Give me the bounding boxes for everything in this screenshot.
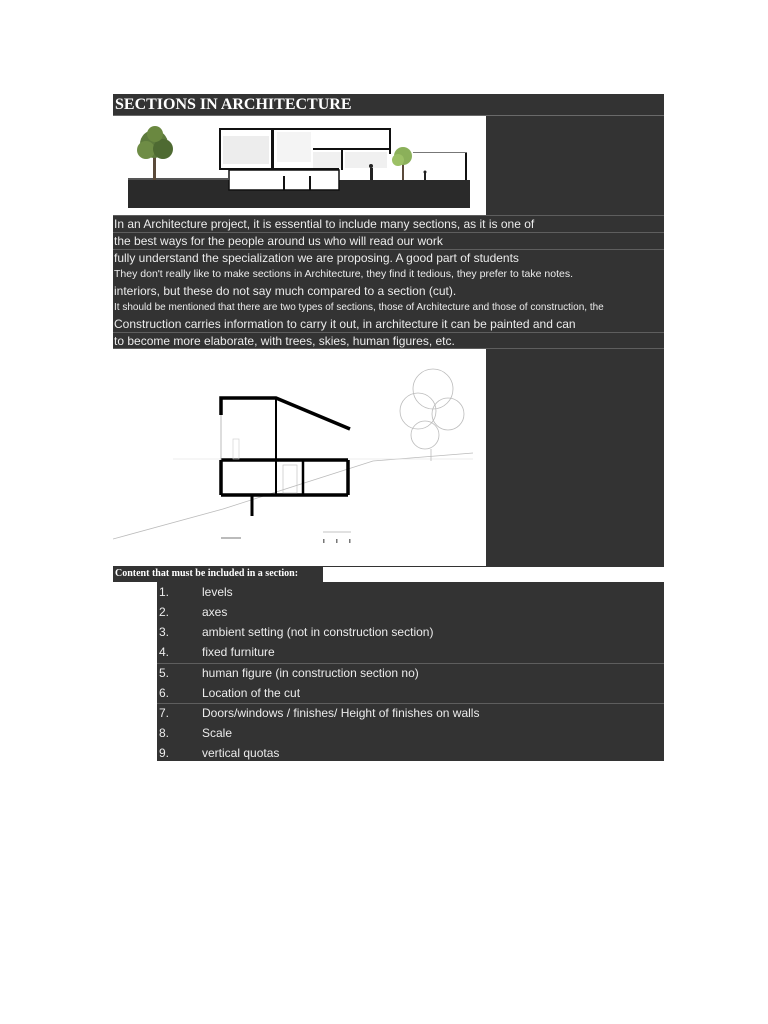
list-item-number: 3. <box>159 625 170 639</box>
list-item-number: 1. <box>159 585 170 599</box>
list-item-text: Location of the cut <box>202 686 301 700</box>
list-item-text: ambient setting (not in construction section) <box>202 625 434 639</box>
list-item <box>157 723 664 743</box>
list-item <box>157 602 664 622</box>
list-item-text: human figure (in construction section no) <box>202 666 419 680</box>
paragraph-line: interiors, but these do not say much compared to a section (cut). <box>114 284 457 298</box>
section-drawing-image <box>113 349 486 566</box>
list-item <box>157 622 664 642</box>
list-item <box>157 683 664 703</box>
list-item <box>157 743 664 763</box>
divider <box>113 249 664 250</box>
list-item-text: Scale <box>202 726 233 740</box>
divider <box>113 215 664 216</box>
section-rendering-image <box>113 116 486 215</box>
paragraph-line: In an Architecture project, it is essential to include many sections, as it is one of <box>114 217 535 231</box>
list-item-text: axes <box>202 605 228 619</box>
paragraph-line: to become more elaborate, with trees, skies, human figures, etc. <box>114 334 455 348</box>
list-item <box>157 663 664 683</box>
list-item-number: 5. <box>159 666 170 680</box>
list-item-text: levels <box>202 585 233 599</box>
content-heading: Content that must be included in a section: <box>113 566 323 582</box>
list-item-text: vertical quotas <box>202 746 280 760</box>
divider <box>113 232 664 233</box>
divider <box>113 332 664 333</box>
list-item <box>157 582 664 602</box>
list-item <box>157 642 664 662</box>
list-item-number: 6. <box>159 686 170 700</box>
paragraph-line: the best ways for the people around us who will read our work <box>114 234 443 248</box>
list-item-text: fixed furniture <box>202 645 275 659</box>
page-title: SECTIONS IN ARCHITECTURE <box>113 94 664 116</box>
paragraph-line: fully understand the specialization we are proposing. A good part of students <box>114 251 519 265</box>
list-item <box>157 703 664 723</box>
list-item-number: 8. <box>159 726 170 740</box>
list-item-text: Doors/windows / finishes/ Height of finishes on walls <box>202 706 480 720</box>
paragraph-line: It should be mentioned that there are two types of sections, those of Architecture and those of construction, the <box>114 302 604 313</box>
list-item-number: 4. <box>159 645 170 659</box>
paragraph-line: They don't really like to make sections in Architecture, they find it tedious, they prefer to take notes. <box>114 268 573 280</box>
list-item-number: 9. <box>159 746 170 760</box>
list-item-number: 7. <box>159 706 170 720</box>
list-item-number: 2. <box>159 605 170 619</box>
paragraph-line: Construction carries information to carry it out, in architecture it can be painted and can <box>114 317 576 331</box>
